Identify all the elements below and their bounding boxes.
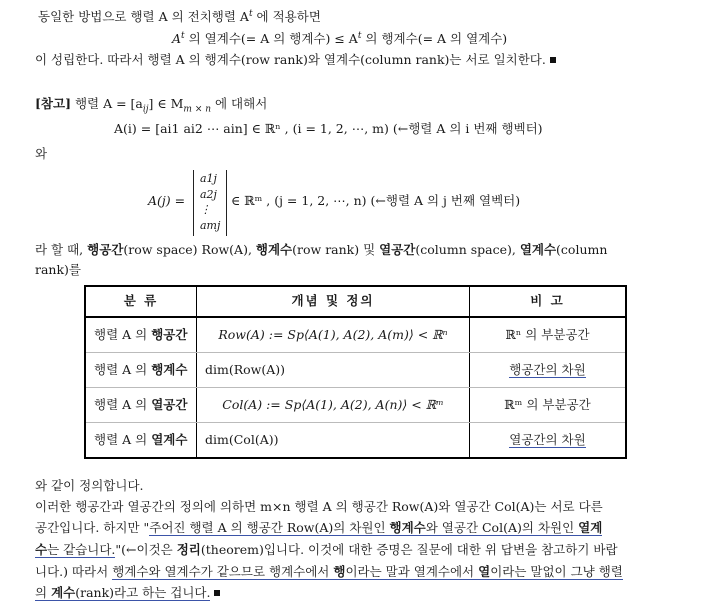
row-name-prefix: 행렬 A 의 [94, 431, 152, 447]
para-bold-underlined: 열계 [578, 520, 603, 535]
row-vector-text: A(i) = [ai1 ai2 ⋯ ain] ∈ ℝⁿ , (i = 1, 2, ⋯, m) (←행렬 A 의 i 번째 행벡터) [114, 121, 543, 136]
row-note: ℝᵐ 의 부분공간 [470, 388, 627, 423]
para-underlined: (rank)라고 하는 겁니다. [75, 585, 211, 600]
reference-text: 행렬 A = [a [70, 96, 143, 111]
table-row [85, 317, 626, 353]
para-underlined: 의 [35, 585, 52, 600]
col-entry: amj [200, 219, 221, 232]
para-underlined: 이라는 말과 열계수에서 [345, 564, 479, 579]
ineq-a: A [172, 31, 182, 47]
row-definition: dim(Col(A)) [197, 423, 470, 459]
note-link[interactable]: 행공간의 차원 [509, 361, 586, 377]
para-text: 이러한 행공간과 열공간의 정의에 의하면 m×n 행렬 A 의 행공간 Row(A)와 열공간 Col(A)는 서로 다른 [35, 499, 603, 514]
row-definition: Col(A) := Sp⟨A(1), A(2), A(n)⟩ < ℝᵐ [197, 388, 470, 423]
reference-sub: ij [142, 104, 149, 115]
row-note [470, 423, 627, 459]
para-text: (theorem)입니다. 이것에 대한 증명은 질문에 대한 위 답변을 참고하기 바랍 [200, 542, 618, 557]
connector-wa [35, 146, 47, 163]
ineq-mid: 의 열계수(= A 의 행계수) ≤ A [184, 31, 358, 47]
row-vector-definition [114, 121, 543, 138]
def-text: rank)를 [35, 262, 82, 277]
ineq-sup-1: t [181, 31, 185, 41]
col-vector-lhs-text: A(j) = [148, 193, 186, 208]
para-line-2 [35, 520, 602, 537]
conclusion-text: 이 성립한다. 따라서 행렬 A 의 행계수(row rank)와 열계수(column rank)는 서로 일치한다. [35, 52, 546, 67]
intro-tail: 에 적용하면 [252, 9, 321, 25]
table-header-row [85, 286, 626, 317]
para-text: 니다.) 따라서 [35, 564, 113, 579]
para-bold-underlined: 행 [333, 564, 346, 579]
ineq-tail: 의 행계수(= A 의 열계수) [361, 31, 508, 47]
row-name-prefix: 행렬 A 의 [94, 326, 152, 342]
after-table-text: 와 같이 정의합니다. [35, 478, 144, 493]
table-row [85, 388, 626, 423]
para-underlined: 이라는 말없이 그냥 행렬 [490, 564, 623, 579]
row-note: ℝⁿ 의 부분공간 [470, 317, 627, 353]
definition-intro-2 [35, 262, 81, 279]
row-name [85, 423, 197, 459]
definition-table [84, 285, 627, 459]
para-underlined: 와 열공간 Col(A)의 차원인 [425, 520, 579, 535]
para-bold: 정리 [176, 542, 201, 557]
transpose-sup: t [248, 9, 253, 19]
para-line-5 [35, 585, 220, 602]
para-line-1 [35, 499, 603, 516]
para-bold-underlined: 행계수 [389, 520, 426, 535]
qed-square-icon [550, 57, 556, 63]
row-name-term: 열공간 [151, 396, 188, 412]
qed-square-icon [214, 590, 220, 596]
inequality-line [172, 30, 507, 48]
def-text: (row space) Row(A), [123, 242, 256, 257]
def-term-rowspace: 행공간 [87, 242, 124, 257]
para-text: 공간입니다. 하지만 " [35, 520, 150, 535]
def-term-colrank: 열계수 [519, 242, 557, 257]
para-text: "(←이것은 [115, 542, 177, 557]
col-entry: a2j [200, 188, 217, 201]
col-vector-rhs-text: ∈ ℝᵐ , (j = 1, 2, ⋯, n) (←행렬 A 의 j 번째 열벡터) [231, 193, 521, 208]
column-vector-bracket [193, 170, 227, 236]
definition-intro [35, 242, 677, 259]
intro-text: 동일한 방법으로 행렬 A 의 전치행렬 A [38, 9, 249, 25]
para-bold-underlined: 수 [35, 542, 48, 557]
row-name [85, 317, 197, 353]
def-term-rowrank: 행계수 [255, 242, 293, 257]
para-bold-underlined: 계수 [51, 585, 76, 600]
def-term-colspace: 열공간 [379, 242, 416, 257]
col-entry: a1j [200, 172, 217, 185]
para-bold-underlined: 열 [478, 564, 491, 579]
row-name [85, 353, 197, 388]
row-definition: Row(A) := Sp⟨A(1), A(2), A(m)⟩ < ℝⁿ [197, 317, 470, 353]
col-vector-lhs [148, 193, 185, 210]
header-definition: 개념 및 정의 [197, 286, 470, 317]
def-text: (row rank) 및 [292, 242, 380, 257]
para-underlined: 는 같습니다. [47, 542, 116, 557]
row-note [470, 353, 627, 388]
col-vector-rhs [231, 193, 520, 210]
para-underlined: 행계수와 열계수가 같으므로 행계수에서 [112, 564, 334, 579]
para-line-4 [35, 564, 623, 581]
row-name-prefix: 행렬 A 의 [94, 361, 152, 377]
after-table-line [35, 478, 144, 495]
note-link[interactable]: 열공간의 차원 [509, 431, 586, 447]
reference-line [35, 96, 267, 116]
connector-text: 와 [35, 146, 48, 161]
ineq-sup-2: t [357, 31, 362, 41]
row-definition: dim(Row(A)) [197, 353, 470, 388]
def-text: (column space), [415, 242, 520, 257]
para-line-3 [35, 542, 618, 559]
intro-line [38, 8, 321, 26]
row-name [85, 388, 197, 423]
reference-label: [참고] [35, 96, 71, 111]
header-note: 비 고 [470, 286, 627, 317]
reference-end: 에 대해서 [211, 96, 268, 111]
row-name-term: 열계수 [151, 431, 188, 447]
table-row [85, 353, 626, 388]
para-underlined: 주어진 행렬 A 의 행공간 Row(A)의 차원인 [149, 520, 390, 535]
row-name-term: 행계수 [151, 361, 188, 377]
def-text: 라 할 때, [35, 242, 88, 257]
row-name-prefix: 행렬 A 의 [94, 396, 152, 412]
conclusion-line [35, 52, 556, 69]
table-row [85, 423, 626, 459]
def-text: (column [556, 242, 608, 257]
row-name-term: 행공간 [151, 326, 188, 342]
col-entry: ⋮ [200, 203, 211, 216]
header-category: 분 류 [85, 286, 197, 317]
reference-tail: ] ∈ M [148, 96, 184, 111]
reference-mn: m × n [183, 104, 212, 115]
